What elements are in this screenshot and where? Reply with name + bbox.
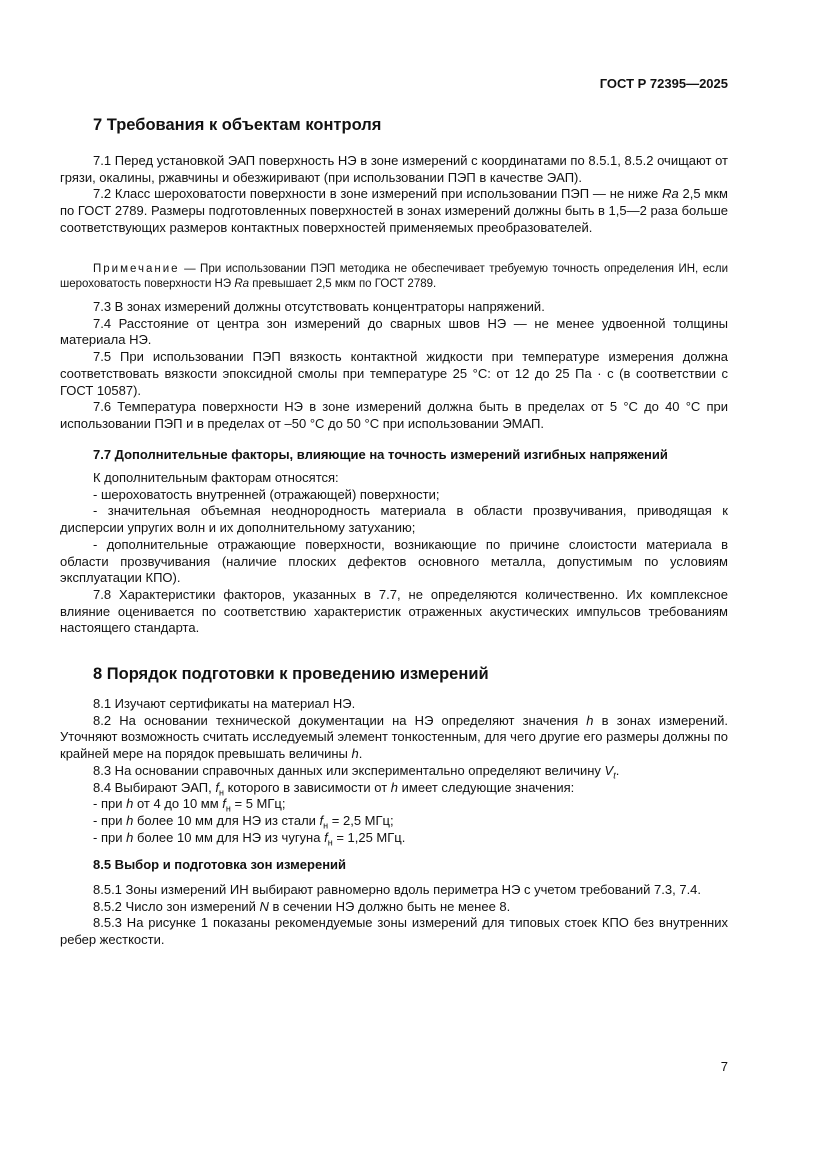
note-paragraph: Примечание — При использовании ПЭП методика не обеспечивает требуемую точность определения ИН, если шероховатость поверхности НЭ Ra превышает 2,5 мкм по ГОСТ 2789. <box>60 263 728 290</box>
paragraph-8-5-2: 8.5.2 Число зон измерений N в сечении НЭ должно быть не менее 8. <box>93 898 511 914</box>
paragraph-7-8: 7.8 Характеристики факторов, указанных в 7.7, не определяются количественно. Их комплексное влияние оценивается по соответствию характеристик отраженных акустических импульсов требованиям настоящего стандарта. <box>60 586 728 636</box>
section-7-body-c <box>60 470 728 637</box>
section-7-title: 7 Требования к объектам контроля <box>93 116 382 134</box>
paragraph-7-4: 7.4 Расстояние от центра зон измерений до сварных швов НЭ — не менее удвоенной толщины материала НЭ. <box>60 315 728 348</box>
paragraph-8-5-1: 8.5.1 Зоны измерений ИН выбирают равномерно вдоль периметра НЭ с учетом требований 7.3, 7.4. <box>93 882 702 897</box>
page-number: 7 <box>720 1059 728 1074</box>
list-item-8-4-1: - при h от 4 до 10 мм $f_н = 5$ МГц; <box>93 796 286 814</box>
section-8-title: 8 Порядок подготовки к проведению измерений <box>93 665 489 683</box>
paragraph-7-5: 7.5 При использовании ПЭП вязкость контактной жидкости при температуре измерения должна соответствовать вязкости эпоксидной смолы при температуре 25 °С: от 12 до 25 Па · с (в соответствии с ГОСТ 10587). <box>60 349 728 398</box>
list-item-7-7-3: - дополнительные отражающие поверхности, возникающие по причине слоистости материала в области прозвучивания (наличие плоских дефектов основного металла, допустимым по условиям эксплуатации КПО). <box>60 536 728 586</box>
paragraph-8-3: 8.3 На основании справочных данных или экспериментально определяют величину $V_t$. <box>93 762 620 781</box>
section-8-body-a <box>60 696 728 846</box>
paragraph-8-2: 8.2 На основании технической документации на НЭ определяют значения h в зонах измерений. Уточняют возможность считать исследуемый элемент тонкостенным, для чего другие его размеры должны по крайней мере на порядок превышать величины h. <box>60 712 728 762</box>
paragraph-7-2: 7.2 Класс шероховатости поверхности в зоне измерений при использовании ПЭП — не ниже Ra 2,5 мкм по ГОСТ 2789. Размеры подготовленных поверхностей в зонах измерений должны быть в 1,5—2 раза больше соответствующих размеров контактных поверхностей применяемых преобразователей. <box>60 186 728 235</box>
list-item-8-4-3: - при h более 10 мм для НЭ из чугуна $f_н = 1,25$ МГц. <box>93 829 406 848</box>
section-7-body-b <box>60 299 728 433</box>
paragraph-7-1: 7.1 Перед установкой ЭАП поверхность НЭ в зоне измерений с координатами по 8.5.1, 8.5.2 очищают от грязи, окалины, ржавчины и обезжиривают (при использовании ПЭП в качестве ЭАП). <box>60 153 728 185</box>
note-block <box>60 262 728 292</box>
paragraph-8-5-3: 8.5.3 На рисунке 1 показаны рекомендуемые зоны измерений для типовых стоек КПО без внутренних ребер жесткости. <box>60 915 728 948</box>
document-code: ГОСТ Р 72395—2025 <box>599 76 728 91</box>
list-item-7-7-1: - шероховатость внутренней (отражающей) поверхности; <box>93 486 440 502</box>
paragraph-7-6: 7.6 Температура поверхности НЭ в зоне измерений должна быть в пределах от 5 °С до 40 °С при использовании ПЭП и в пределах от –50 °С до 50 °С при использовании ЭМАП. <box>60 399 728 431</box>
paragraph-7-7-intro: К дополнительным факторам относятся: <box>93 470 339 485</box>
paragraph-8-4: 8.4 Выбирают ЭАП, $f_н$ которого в зависимости от h имеет следующие значения: <box>93 779 575 798</box>
note-label: Примечание <box>93 263 180 275</box>
paragraph-7-3: 7.3 В зонах измерений должны отсутствовать концентраторы напряжений. <box>93 299 545 314</box>
subsection-7-7-title: 7.7 Дополнительные факторы, влияющие на точность измерений изгибных напряжений <box>93 447 668 462</box>
list-item-8-4-2: - при h более 10 мм для НЭ из стали $f_н = 2,5$ МГц; <box>93 812 394 831</box>
list-item-7-7-2: - значительная объемная неоднородность материала в области прозвучивания, приводящая к дисперсии упругих волн и их дополнительному затуханию; <box>60 503 728 536</box>
section-8-body-b <box>60 882 728 949</box>
paragraph-8-1: 8.1 Изучают сертификаты на материал НЭ. <box>93 696 356 711</box>
subsection-8-5-title: 8.5 Выбор и подготовка зон измерений <box>93 857 347 872</box>
section-7-body-a <box>60 153 728 237</box>
